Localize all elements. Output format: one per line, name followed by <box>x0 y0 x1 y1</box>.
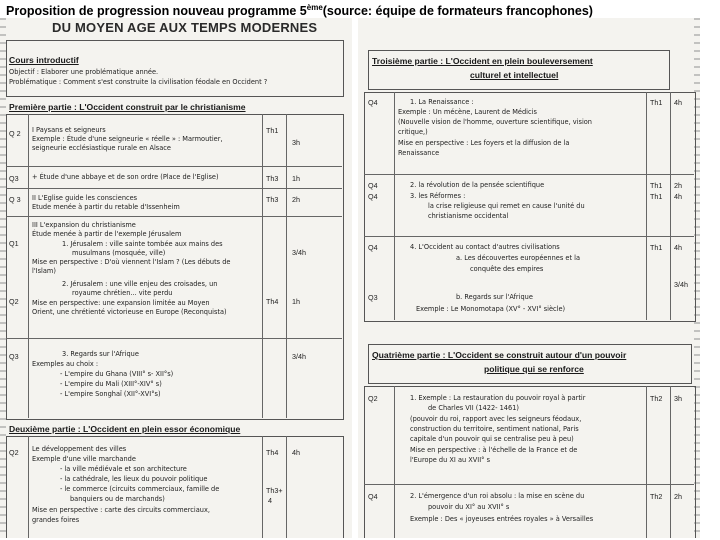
part1-row-line <box>6 188 342 189</box>
intro-heading: Cours introductif <box>9 55 79 65</box>
table-row-q: Q 3 <box>9 195 21 204</box>
part1-row-line <box>6 166 342 167</box>
table-row-text: Le développement des villes <box>32 445 127 453</box>
table-row-text: - la cathédrale, les lieux du pouvoir politique <box>60 475 208 483</box>
table-row-text: 2. la révolution de la pensée scientifique <box>410 181 545 189</box>
table-row-hours: 3h <box>674 394 682 403</box>
table-row-hours: 1h <box>292 174 300 183</box>
left-scanned-page <box>0 18 352 538</box>
caption-source: (source: équipe de formateurs francophones) <box>322 4 593 19</box>
part3-row-line <box>364 236 694 237</box>
table-row-th: Th4 <box>266 297 279 306</box>
table-row-text: Exemple : Des « joyeuses entrées royales » à Versailles <box>410 515 594 523</box>
table-row-text: l'Islam) <box>32 267 56 275</box>
page-caption <box>6 3 593 18</box>
table-row-q: Q 2 <box>9 129 21 138</box>
table-row-th: Th1 <box>650 181 663 190</box>
part4-col-divider-th <box>646 386 647 538</box>
table-row-text: 1. Jérusalem : ville sainte tombée aux mains des <box>62 240 223 248</box>
table-row-q: Q2 <box>368 394 378 403</box>
table-row-q: Q3 <box>9 174 19 183</box>
table-row-text: l'Europe du XI au XVII° s <box>410 456 491 464</box>
table-row-text: conquête des empires <box>470 265 544 273</box>
table-row-th: Th2 <box>650 492 663 501</box>
table-row-text: la crise religieuse qui remet en cause l'unité du <box>428 202 585 210</box>
part3-subheading: culturel et intellectuel <box>470 70 559 80</box>
document-title: DU MOYEN AGE AUX TEMPS MODERNES <box>52 20 318 35</box>
table-row-text: construction du territoire, sentiment national, Paris <box>410 425 579 433</box>
part3-col-divider-h <box>670 92 671 320</box>
table-row-q: Q1 <box>9 239 19 248</box>
table-row-hours: 3h <box>292 138 300 147</box>
part4-subheading: politique qui se renforce <box>484 364 584 374</box>
table-row-q: Q4 <box>368 181 378 190</box>
table-row-text: b. Regards sur l'Afrique <box>456 293 533 301</box>
table-row-hours: 4h <box>674 98 682 107</box>
table-row-hours: 4 <box>268 496 272 505</box>
part1-table <box>6 114 344 420</box>
table-row-th: Th3+ <box>266 486 283 495</box>
table-row-text: 2. L'émergence d'un roi absolu : la mise en scène du <box>410 492 585 500</box>
table-row-hours: 4h <box>674 243 682 252</box>
table-row-hours: 3/4h <box>674 280 688 289</box>
table-row-q: Q3 <box>9 352 19 361</box>
table-row-text: Etude menée à partir du retable d'Issenheim <box>32 203 180 211</box>
part2-col-divider-h <box>286 436 287 538</box>
table-row-text: pouvoir du XI° au XVII° s <box>428 503 510 511</box>
table-row-hours: 3/4h <box>292 352 306 361</box>
table-row-text: - L'empire du Mali (XIII°-XIV° s) <box>60 380 162 388</box>
table-row-text: III L'expansion du christianisme <box>32 221 136 229</box>
table-row-q: Q2 <box>9 297 19 306</box>
table-row-text: Mise en perspective: une expansion limitée au Moyen <box>32 299 210 307</box>
table-row-q: Q4 <box>368 492 378 501</box>
part4-heading: Quatrième partie : L'Occident se construit autour d'un pouvoir <box>372 350 627 360</box>
table-row-text: - la ville médiévale et son architecture <box>60 465 187 473</box>
table-row-q: Q4 <box>368 243 378 252</box>
table-row-text: grandes foires <box>32 516 80 524</box>
table-row-text: 1. La Renaissance : <box>410 98 474 106</box>
part3-heading: Troisième partie : L'Occident en plein bouleversement <box>372 56 593 66</box>
table-row-text: + Étude d'une abbaye et de son ordre (Place de l'Eglise) <box>32 173 219 181</box>
table-row-text: 1. Exemple : La restauration du pouvoir royal à partir <box>410 394 586 402</box>
table-row-hours: 3/4h <box>292 248 306 257</box>
table-row-text: 3. Regards sur l'Afrique <box>62 350 139 358</box>
table-row-text: Exemple : Un mécène, Laurent de Médicis <box>398 108 537 116</box>
table-row-text: Exemple : Étude d'une seigneurie « réelle » : Marmoutier, <box>32 135 223 143</box>
table-row-text: a. Les découvertes européennes et la <box>456 254 580 262</box>
part3-row-line <box>364 174 694 175</box>
right-scanned-page <box>358 18 700 538</box>
table-row-text: Mise en perspective : carte des circuits commerciaux, <box>32 506 210 514</box>
table-row-text: (Nouvelle vision de l'homme, ouverture scientifique, vision <box>398 118 592 126</box>
table-row-hours: 4h <box>674 192 682 201</box>
table-row-text: - le commerce (circuits commerciaux, famille de <box>60 485 220 493</box>
part4-col-divider-h <box>670 386 671 538</box>
table-row-text: christianisme occidental <box>428 212 509 220</box>
table-row-th: Th1 <box>650 192 663 201</box>
part1-col-divider-q <box>28 114 29 418</box>
table-row-hours: 2h <box>292 195 300 204</box>
table-row-th: Th4 <box>266 448 279 457</box>
table-row-text: critique,) <box>398 128 428 136</box>
table-row-text: - L'empire du Ghana (VIII° s- XII°s) <box>60 370 174 378</box>
table-row-text: 2. Jérusalem : une ville enjeu des croisades, un <box>62 280 218 288</box>
part4-row-line <box>364 484 694 485</box>
table-row-text: 3. les Réformes : <box>410 192 466 200</box>
table-row-hours: 4h <box>292 448 300 457</box>
part1-row-line <box>6 338 342 339</box>
table-row-text: banquiers ou de marchands) <box>70 495 165 503</box>
table-row-hours: 2h <box>674 181 682 190</box>
table-row-text: (pouvoir du roi, rapport avec les seigneurs féodaux, <box>410 415 582 423</box>
intro-objectif: Objectif : Elaborer une problématique année. <box>9 68 159 76</box>
table-row-q: Q4 <box>368 98 378 107</box>
table-row-text: capitale d'un pouvoir qui se centralise peu à peu) <box>410 435 574 443</box>
table-row-hours: 2h <box>674 492 682 501</box>
table-row-hours: 1h <box>292 297 300 306</box>
table-row-text: I Paysans et seigneurs <box>32 126 106 134</box>
part2-col-divider-th <box>262 436 263 538</box>
table-row-th: Th1 <box>650 98 663 107</box>
part3-col-divider-th <box>646 92 647 320</box>
part1-col-divider-h <box>286 114 287 418</box>
table-row-text: II L'Eglise guide les consciences <box>32 194 138 202</box>
table-row-text: de Charles VII (1422- 1461) <box>428 404 519 412</box>
caption-main: Proposition de progression nouveau programme 5 <box>6 4 307 19</box>
part1-row-line <box>6 216 342 217</box>
table-row-th: Th3 <box>266 174 279 183</box>
part3-col-divider-q <box>394 92 395 320</box>
table-row-text: Exemple : Le Monomotapa (XV° - XVI° siècle) <box>416 305 566 313</box>
table-row-q: Q2 <box>9 448 19 457</box>
table-row-text: 4. L'Occident au contact d'autres civilisations <box>410 243 560 251</box>
table-row-text: Renaissance <box>398 149 440 157</box>
table-row-text: royaume chrétien... vite perdu <box>72 289 173 297</box>
caption-superscript: ème <box>306 3 323 12</box>
table-row-q: Q3 <box>368 293 378 302</box>
part1-heading: Première partie : L'Occident construit par le christianisme <box>9 102 246 112</box>
part1-col-divider-th <box>262 114 263 418</box>
table-row-text: Exemples au choix : <box>32 360 99 368</box>
table-row-th: Th1 <box>650 243 663 252</box>
part2-heading: Deuxième partie : L'Occident en plein essor économique <box>9 424 241 434</box>
table-row-th: Th2 <box>650 394 663 403</box>
part4-col-divider-q <box>394 386 395 538</box>
table-row-text: Exemple d'une ville marchande <box>32 455 136 463</box>
table-row-text: Mise en perspective : à l'échelle de la France et de <box>410 446 578 454</box>
table-row-text: Orient, une chrétienté victorieuse en Europe (Reconquista) <box>32 308 227 316</box>
intro-problematique: Problématique : Comment s'est construite la civilisation féodale en Occident ? <box>9 78 268 86</box>
part2-col-divider-q <box>28 436 29 538</box>
table-row-text: - L'empire Songhaï (XII°-XVI°s) <box>60 390 161 398</box>
table-row-text: Mise en perspective : D'où viennent l'Islam ? (Les débuts de <box>32 258 231 266</box>
table-row-th: Th1 <box>266 126 279 135</box>
table-row-text: Mise en perspective : Les foyers et la diffusion de la <box>398 139 570 147</box>
table-row-text: Étude menée à partir de l'exemple Jérusalem <box>32 230 182 238</box>
table-row-th: Th3 <box>266 195 279 204</box>
table-row-q: Q4 <box>368 192 378 201</box>
table-row-text: seigneurie ecclésiastique rurale en Alsace <box>32 144 171 152</box>
table-row-text: musulmans (mosquée, ville) <box>72 249 166 257</box>
